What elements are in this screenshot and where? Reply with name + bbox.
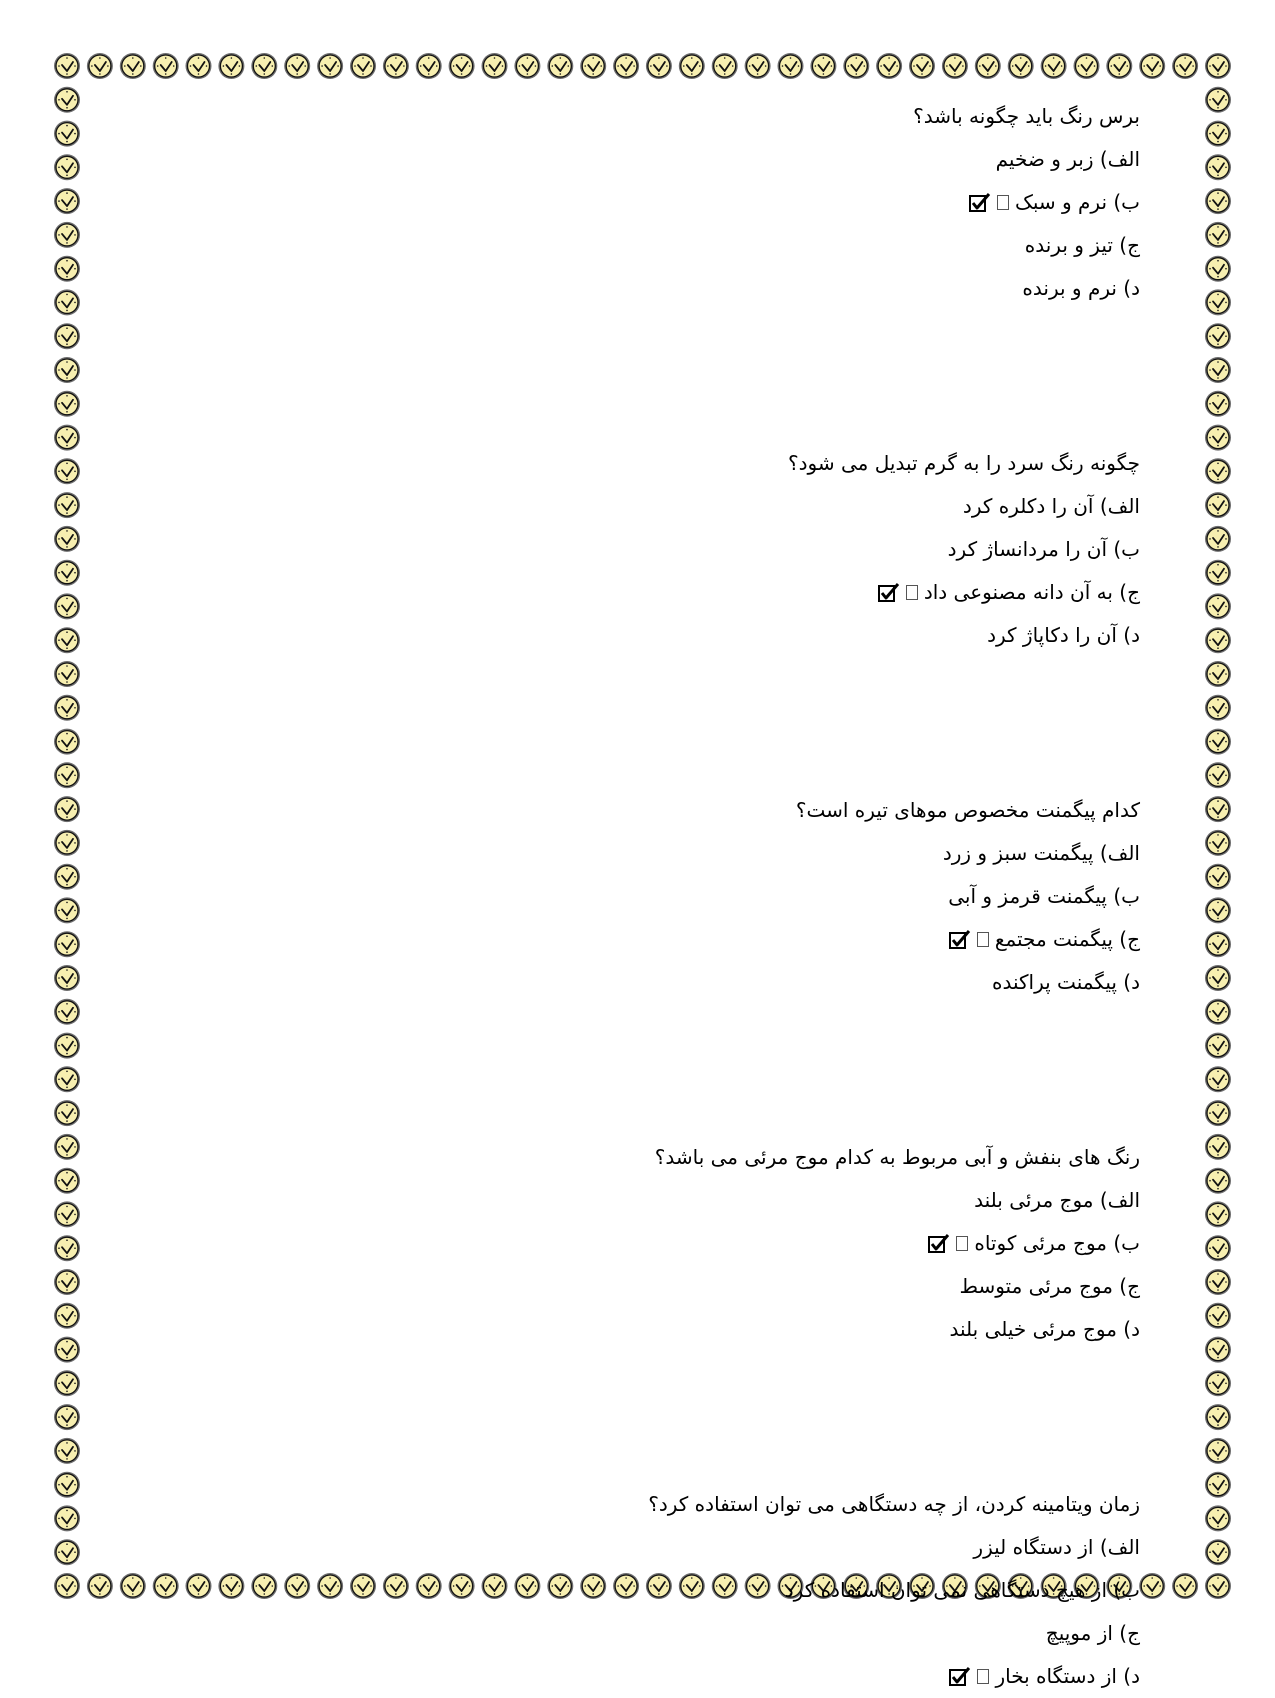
clock-icon	[1205, 188, 1231, 214]
clock-icon	[1205, 1269, 1231, 1295]
question-2	[120, 442, 1140, 657]
option-label: الف) موج مرئی بلند	[974, 1188, 1140, 1212]
clock-icon	[54, 762, 80, 788]
clock-icon	[54, 1100, 80, 1126]
clock-icon	[54, 796, 80, 822]
clock-icon	[284, 53, 310, 79]
clock-icon	[54, 1168, 80, 1194]
clock-icon	[54, 121, 80, 147]
clock-icon	[54, 1438, 80, 1464]
option-label: د) موج مرئی خیلی بلند	[949, 1317, 1140, 1341]
question-text: چگونه رنگ سرد را به گرم تبدیل می شود؟	[788, 451, 1140, 475]
option-label: ج) موج مرئی متوسط	[959, 1274, 1140, 1298]
option-alef	[120, 138, 1140, 181]
clock-icon	[1205, 1066, 1231, 1092]
clock-icon	[1205, 830, 1231, 856]
option-dal	[120, 961, 1140, 1004]
clock-icon	[1205, 1337, 1231, 1363]
quiz-content	[120, 95, 1140, 1698]
clock-icon	[54, 965, 80, 991]
clock-icon	[1205, 560, 1231, 586]
clock-icon	[54, 1201, 80, 1227]
answer-box	[977, 932, 989, 947]
option-label: ج) پیگمنت مجتمع	[994, 927, 1140, 951]
option-alef	[120, 832, 1140, 875]
clock-icon	[54, 222, 80, 248]
clock-icon	[1205, 897, 1231, 923]
option-be	[120, 1569, 1140, 1612]
clock-icon	[54, 1134, 80, 1160]
question-text: رنگ های بنفش و آبی مربوط به کدام موج مرئی می باشد؟	[654, 1145, 1140, 1169]
option-label: د) از دستگاه بخار	[995, 1664, 1140, 1688]
clock-icon	[1205, 1303, 1231, 1329]
checkbox-checked-icon	[949, 1666, 971, 1686]
clock-icon	[1205, 627, 1231, 653]
clock-icon	[1205, 154, 1231, 180]
clock-icon	[1041, 53, 1067, 79]
clock-icon	[1205, 1033, 1231, 1059]
answer-box	[956, 1236, 968, 1251]
option-jim	[120, 571, 1140, 614]
clock-icon	[1172, 1573, 1198, 1599]
clock-icon	[810, 53, 836, 79]
clock-icon	[350, 53, 376, 79]
clock-icon	[1205, 256, 1231, 282]
option-alef	[120, 1179, 1140, 1222]
clock-icon	[54, 458, 80, 484]
clock-icon	[54, 560, 80, 586]
clock-icon	[87, 53, 113, 79]
clock-icon	[54, 391, 80, 417]
clock-icon	[1205, 1539, 1231, 1565]
clock-icon	[1205, 1472, 1231, 1498]
question-text: کدام پیگمنت مخصوص موهای تیره است؟	[795, 798, 1140, 822]
clock-icon	[251, 53, 277, 79]
clock-icon	[1205, 999, 1231, 1025]
clock-icon	[54, 1539, 80, 1565]
clock-icon	[1205, 391, 1231, 417]
clock-icon	[120, 53, 146, 79]
clock-icon	[1205, 1201, 1231, 1227]
clock-icon	[1205, 695, 1231, 721]
clock-icon	[547, 53, 573, 79]
checkbox-checked-icon	[928, 1233, 950, 1253]
option-label: ب) موج مرئی کوتاه	[974, 1231, 1140, 1255]
clock-icon	[679, 53, 705, 79]
clock-icon	[1205, 1573, 1231, 1599]
clock-icon	[54, 526, 80, 552]
question-5	[120, 1483, 1140, 1698]
clock-icon	[580, 53, 606, 79]
option-label: د) آن را دکاپاژ کرد	[987, 623, 1140, 647]
clock-icon	[1205, 593, 1231, 619]
clock-icon	[54, 256, 80, 282]
option-label: ج) به آن دانه مصنوعی داد	[923, 580, 1140, 604]
clock-icon	[1205, 661, 1231, 687]
clock-icon	[54, 87, 80, 113]
clock-icon	[54, 357, 80, 383]
option-label: ب) از هیچ دستگاهی نمی توان استفاده کرد	[784, 1578, 1140, 1602]
clock-icon	[54, 188, 80, 214]
clock-icon	[1205, 965, 1231, 991]
clock-icon	[1139, 1573, 1165, 1599]
clock-icon	[1205, 323, 1231, 349]
option-jim	[120, 224, 1140, 267]
question-text: زمان ویتامینه کردن، از چه دستگاهی می توان استفاده کرد؟	[648, 1492, 1140, 1516]
option-be	[120, 528, 1140, 571]
clock-icon	[54, 1033, 80, 1059]
clock-icon	[646, 53, 672, 79]
clock-icon	[54, 593, 80, 619]
clock-icon	[1205, 87, 1231, 113]
clock-icon	[1205, 931, 1231, 957]
clock-icon	[613, 53, 639, 79]
clock-icon	[1172, 53, 1198, 79]
clock-icon	[1205, 289, 1231, 315]
clock-icon	[54, 729, 80, 755]
clock-icon	[54, 154, 80, 180]
option-jim	[120, 1612, 1140, 1655]
clock-icon	[54, 1370, 80, 1396]
clock-icon	[54, 1337, 80, 1363]
clock-icon	[54, 999, 80, 1025]
clock-icon	[1205, 222, 1231, 248]
option-label: ب) آن را مردانساژ کرد	[947, 537, 1140, 561]
clock-icon	[1205, 1505, 1231, 1531]
option-label: الف) زبر و ضخیم	[995, 147, 1140, 171]
clock-icon	[1205, 121, 1231, 147]
clock-icon	[1205, 53, 1231, 79]
option-be	[120, 181, 1140, 224]
clock-icon	[54, 1269, 80, 1295]
clock-icon	[1205, 762, 1231, 788]
clock-icon	[942, 53, 968, 79]
clock-icon	[1205, 425, 1231, 451]
option-label: د) پیگمنت پراکنده	[992, 970, 1140, 994]
clock-icon	[1205, 1100, 1231, 1126]
clock-icon	[1205, 492, 1231, 518]
option-dal	[120, 267, 1140, 310]
clock-icon	[1205, 526, 1231, 552]
clock-icon	[1205, 729, 1231, 755]
clock-icon	[1074, 53, 1100, 79]
option-label: ج) تیز و برنده	[1024, 233, 1140, 257]
option-label: ب) نرم و سبک	[1014, 190, 1140, 214]
answer-box	[906, 585, 918, 600]
clock-icon	[1008, 53, 1034, 79]
question-text: برس رنگ باید چگونه باشد؟	[913, 104, 1140, 128]
option-dal	[120, 1655, 1140, 1698]
clock-icon	[1139, 53, 1165, 79]
option-label: ب) پیگمنت قرمز و آبی	[948, 884, 1140, 908]
clock-icon	[54, 695, 80, 721]
clock-icon	[218, 53, 244, 79]
clock-icon	[1205, 1370, 1231, 1396]
option-label: د) نرم و برنده	[1022, 276, 1140, 300]
clock-icon	[1205, 1134, 1231, 1160]
clock-icon	[712, 53, 738, 79]
clock-icon	[54, 323, 80, 349]
clock-icon	[54, 830, 80, 856]
option-label: الف) پیگمنت سبز و زرد	[942, 841, 1140, 865]
clock-icon	[843, 53, 869, 79]
clock-icon	[54, 1303, 80, 1329]
option-jim	[120, 1265, 1140, 1308]
option-jim	[120, 918, 1140, 961]
clock-icon	[54, 492, 80, 518]
option-dal	[120, 1308, 1140, 1351]
option-label: الف) از دستگاه لیزر	[973, 1535, 1140, 1559]
option-label: الف) آن را دکلره کرد	[962, 494, 1140, 518]
option-label: ج) از موپیچ	[1045, 1621, 1140, 1645]
clock-icon	[482, 53, 508, 79]
clock-icon	[383, 53, 409, 79]
clock-icon	[54, 1505, 80, 1531]
clock-icon	[54, 1472, 80, 1498]
checkbox-checked-icon	[969, 192, 991, 212]
clock-icon	[1106, 53, 1132, 79]
clock-icon	[1205, 864, 1231, 890]
clock-icon	[514, 53, 540, 79]
clock-icon	[1205, 1404, 1231, 1430]
question-1	[120, 95, 1140, 310]
clock-icon	[54, 897, 80, 923]
clock-icon	[1205, 1438, 1231, 1464]
clock-icon	[909, 53, 935, 79]
checkbox-checked-icon	[878, 582, 900, 602]
clock-icon	[1205, 1168, 1231, 1194]
clock-icon	[54, 53, 80, 79]
clock-icon	[54, 661, 80, 687]
clock-icon	[876, 53, 902, 79]
answer-box	[977, 1669, 989, 1684]
question-3	[120, 789, 1140, 1004]
option-alef	[120, 485, 1140, 528]
clock-icon	[186, 53, 212, 79]
clock-icon	[54, 864, 80, 890]
clock-icon	[975, 53, 1001, 79]
clock-icon	[54, 1573, 80, 1599]
clock-icon	[778, 53, 804, 79]
clock-icon	[745, 53, 771, 79]
option-dal	[120, 614, 1140, 657]
question-4	[120, 1136, 1140, 1351]
answer-box	[997, 195, 1009, 210]
clock-icon	[54, 627, 80, 653]
clock-icon	[54, 1235, 80, 1261]
clock-icon	[1205, 458, 1231, 484]
clock-icon	[54, 289, 80, 315]
clock-icon	[1205, 357, 1231, 383]
clock-icon	[1205, 796, 1231, 822]
option-be	[120, 1222, 1140, 1265]
clock-icon	[54, 931, 80, 957]
clock-icon	[54, 425, 80, 451]
clock-icon	[54, 1066, 80, 1092]
option-be	[120, 875, 1140, 918]
clock-icon	[1205, 1235, 1231, 1261]
clock-icon	[317, 53, 343, 79]
clock-icon	[449, 53, 475, 79]
clock-icon	[54, 1404, 80, 1430]
option-alef	[120, 1526, 1140, 1569]
clock-icon	[416, 53, 442, 79]
clock-icon	[153, 53, 179, 79]
clock-icon	[87, 1573, 113, 1599]
checkbox-checked-icon	[949, 929, 971, 949]
